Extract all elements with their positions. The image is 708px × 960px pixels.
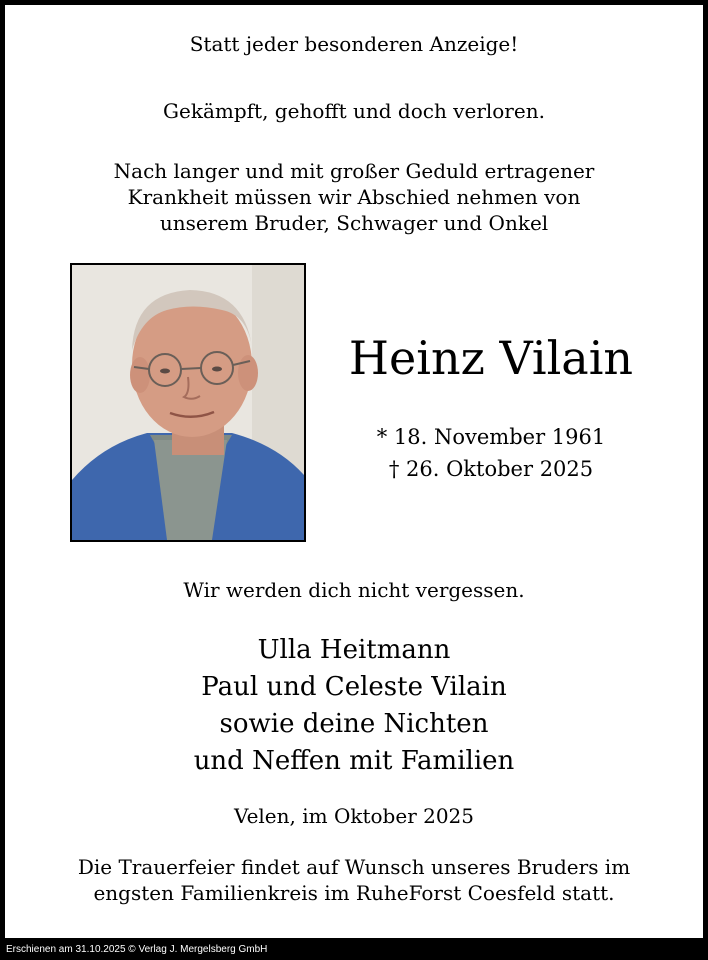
death-date: † 26. Oktober 2025 — [388, 457, 594, 481]
farewell-line: Wir werden dich nicht vergessen. — [183, 578, 525, 602]
deceased-name: Heinz Vilain — [348, 331, 634, 385]
place-date: Velen, im Oktober 2025 — [233, 804, 475, 828]
birth-date: * 18. November 1961 — [376, 425, 606, 449]
intro-line: Statt jeder besonderen Anzeige! — [189, 32, 519, 56]
notice-text-line: Krankheit müssen wir Abschied nehmen von — [127, 185, 581, 209]
funeral-info-line: Die Trauerfeier findet auf Wunsch unseres Bruders im — [77, 855, 631, 879]
mourner-name: und Neffen mit Familien — [193, 746, 515, 776]
mourner-name: Paul und Celeste Vilain — [201, 672, 507, 702]
notice-text-line: unserem Bruder, Schwager und Onkel — [159, 211, 549, 235]
mourner-name: Ulla Heitmann — [257, 635, 451, 665]
funeral-info-line: engsten Familienkreis im RuheForst Coesfeld statt. — [93, 881, 615, 905]
notice-text-line: Nach langer und mit großer Geduld ertragener — [113, 159, 595, 183]
portrait-photo — [70, 263, 306, 542]
publication-footer: Erschienen am 31.10.2025 © Verlag J. Mergelsberg GmbH — [6, 944, 268, 955]
motto-line: Gekämpft, gehofft und doch verloren. — [163, 99, 545, 123]
mourner-name: sowie deine Nichten — [219, 709, 489, 739]
